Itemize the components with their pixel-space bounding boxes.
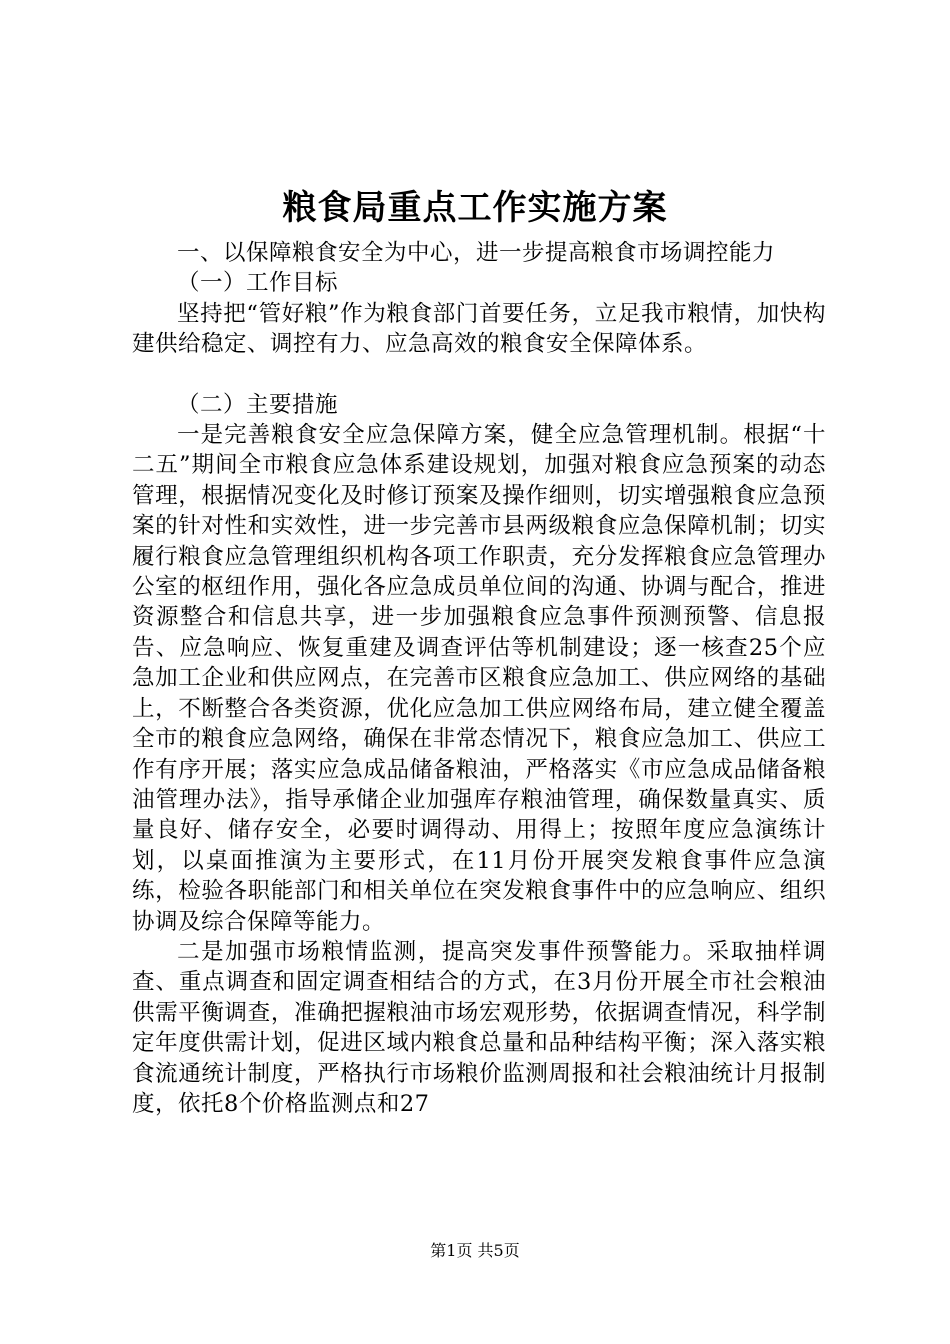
subsection-heading: （二）主要措施 [177,391,339,418]
document-title: 粮食局重点工作实施方案 [282,188,668,228]
body-paragraph: 一是完善粮食安全应急保障方案，健全应急管理机制。根据“十二五”期间全市粮食应急体系建设规划，加强对粮食应急预案的动态管理，根据情况变化及时修订预案及操作细则，切实增强粮食应急预案的针对性和实效性，进一步完善市县两级粮食应急保障机制；切实履行粮食应急管理组织机构各项工作职责，充分发挥粮食应急管理办公室的枢纽作用，强化各应急成员单位间的沟通、协调与配合，推进资源整合和信息共享，进一步加强粮食应急事件预测预警、信息报告、应急响应、恢复重建及调查评估等机制建设；逐一核查25个应急加工企业和供应网点，在完善市区粮食应急加工、供应网络的基础上，不断整合各类资源，优化应急加工供应网络布局，建立健全覆盖全市的粮食应急网络，确保在非常态情况下，粮食应急加工、供应工作有序开展；落实应急成品储备粮油，严格落实《市应急成品储备粮油管理办法》，指导承储企业加强库存粮油管理，确保数量真实、质量良好、储存安全，必要时调得动、用得上；按照年度应急演练计划，以桌面推演为主要形式，在11月份开展突发粮食事件应急演练，检验各职能部门和相关单位在突发粮食事件中的应急响应、组织协调及综合保障等能力。 [132,422,826,935]
document-body [132,238,826,1119]
body-paragraph: 坚持把“管好粮”作为粮食部门首要任务，立足我市粮情，加快构建供给稳定、调控有力、应急高效的粮食安全保障体系。 [132,300,826,358]
page-footer: 第1页 共5页 [430,1241,520,1260]
section-heading: 一、以保障粮食安全为中心，进一步提高粮食市场调控能力 [177,240,776,266]
subsection-heading: （一）工作目标 [177,270,339,297]
body-paragraph: 二是加强市场粮情监测，提高突发事件预警能力。采取抽样调查、重点调查和固定调查相结合的方式，在3月份开展全市社会粮油供需平衡调查，准确把握粮油市场宏观形势，依据调查情况，科学制定年度供需计划，促进区域内粮食总量和品种结构平衡；深入落实粮食流通统计制度，严格执行市场粮价监测周报和社会粮油统计月报制度，依托8个价格监测点和27 [132,938,826,1117]
